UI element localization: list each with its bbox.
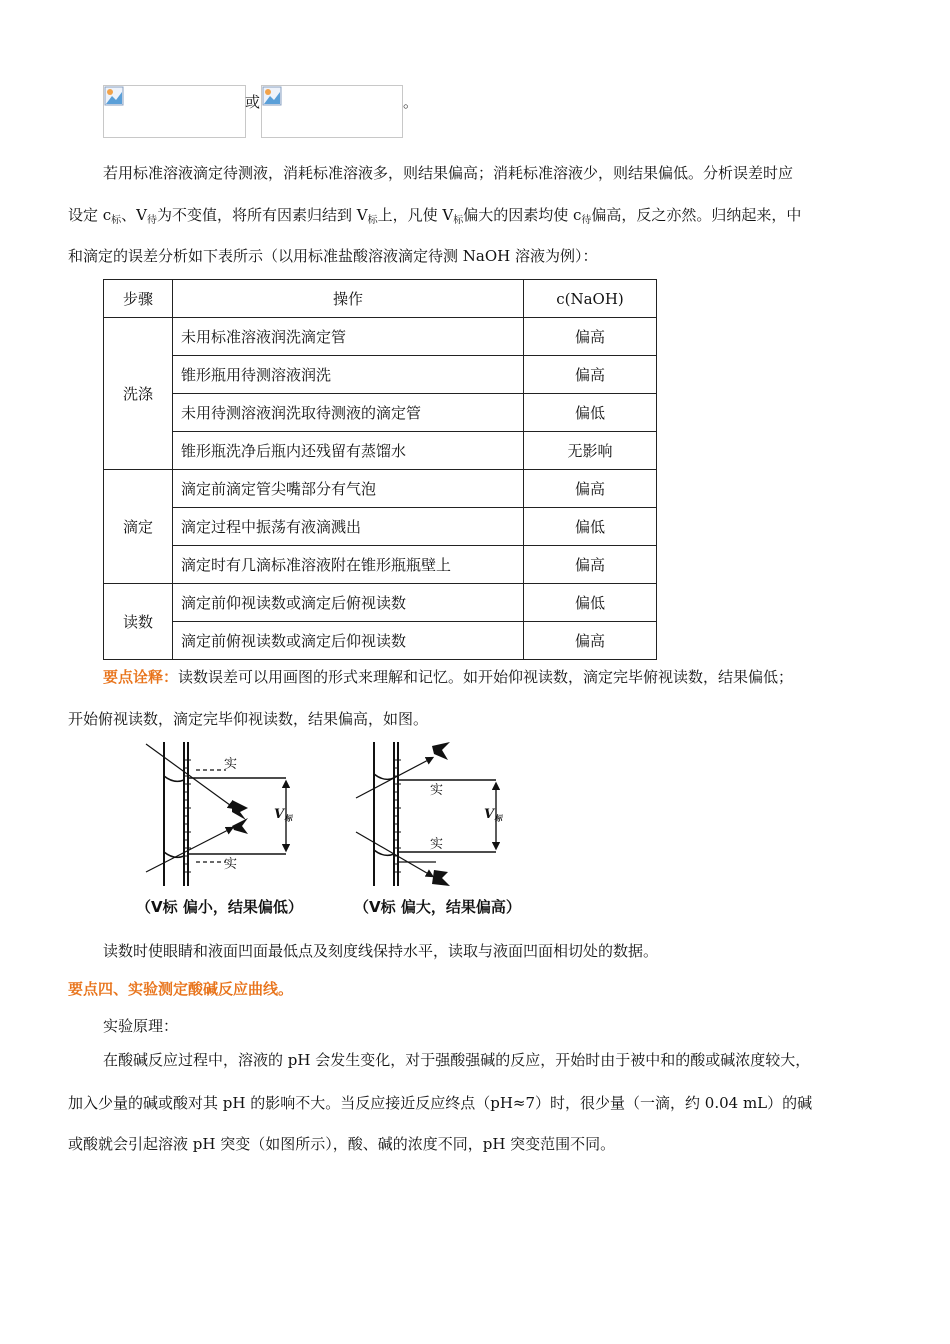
principle-label: 实验原理： (103, 1017, 179, 1035)
note-line2: 开始俯视读数，滴定完毕仰视读数，结果偏高，如图。 (68, 710, 429, 728)
result-cell: 偏高 (524, 546, 657, 584)
right-v-label: $V_标$ (484, 807, 503, 823)
operation-cell: 滴定前滴定管尖嘴部分有气泡 (173, 470, 524, 508)
eye-icon (432, 742, 450, 760)
note-label: 要点诠释： (103, 668, 179, 686)
eye-icon (432, 870, 450, 886)
table-row (104, 356, 657, 394)
header-step: 步骤 (104, 280, 173, 318)
right-diagram (356, 742, 496, 886)
error-analysis-table (103, 279, 657, 660)
result-cell: 偏低 (524, 394, 657, 432)
operation-cell: 滴定前俯视读数或滴定后仰视读数 (173, 622, 524, 660)
reading-note: 读数时使眼睛和液面凹面最低点及刻度线保持水平，读取与液面凹面相切处的数据。 (103, 942, 659, 960)
left-v-label: $V_标$ (274, 807, 293, 823)
image-placeholder-2 (261, 85, 403, 138)
para1-line1: 若用标准溶液滴定待测液，消耗标准溶液多，则结果偏高；消耗标准溶液少，则结果偏低。分析误差时应 (103, 164, 794, 182)
operation-cell: 锥形瓶洗净后瓶内还残留有蒸馏水 (173, 432, 524, 470)
operation-cell: 滴定过程中振荡有液滴溅出 (173, 508, 524, 546)
table-row (104, 470, 657, 508)
header-operation: 操作 (173, 280, 524, 318)
result-cell: 偏高 (524, 470, 657, 508)
section4-heading: 要点四、实验测定酸碱反应曲线。 (68, 980, 294, 998)
operation-cell: 锥形瓶用待测溶液润洗 (173, 356, 524, 394)
table-row (104, 432, 657, 470)
section4-line3: 或酸就会引起溶液 pH 突变（如图所示），酸、碱的浓度不同，pH 突变范围不同。 (68, 1135, 616, 1153)
para1-line3: 和滴定的误差分析如下表所示（以用标准盐酸溶液滴定待测 NaOH 溶液为例）： (68, 247, 598, 265)
step-cell: 洗涤 (104, 318, 173, 470)
table-row (104, 546, 657, 584)
header-result: c(NaOH) (524, 280, 657, 318)
section4-line1: 在酸碱反应过程中，溶液的 pH 会发生变化，对于强酸强碱的反应，开始时由于被中和的酸或碱浓度较大， (103, 1051, 811, 1069)
para1-line2: 设定 $c_标$、$V_待$为不变值，将所有因素归结到 $V_标$上，凡使 $V_标$偏大的因素均使 $c_待$偏高，反之亦然。归纳起来，中 (68, 206, 802, 226)
broken-image-icon (262, 86, 282, 106)
result-cell: 偏高 (524, 356, 657, 394)
burette-reading-figure (136, 738, 536, 920)
table-row (104, 508, 657, 546)
result-cell: 偏高 (524, 318, 657, 356)
note-line1: 要点诠释：读数误差可以用画图的形式来理解和记忆。如开始仰视读数，滴定完毕俯视读数，结果偏低； (103, 668, 794, 686)
table-row (104, 622, 657, 660)
operation-cell: 滴定前仰视读数或滴定后俯视读数 (173, 584, 524, 622)
right-label-bottom: 实 (430, 837, 444, 852)
table-row (104, 318, 657, 356)
table-row (104, 584, 657, 622)
right-caption: （V标 偏大，结果偏高） (354, 898, 521, 916)
table-row (104, 394, 657, 432)
left-caption: （V标 偏小，结果偏低） (136, 898, 303, 916)
left-label-bottom: 实 (224, 857, 238, 872)
step-cell: 滴定 (104, 470, 173, 584)
left-diagram (146, 742, 286, 886)
operation-cell: 未用待测溶液润洗取待测液的滴定管 (173, 394, 524, 432)
right-label-top: 实 (430, 783, 444, 798)
operation-cell: 未用标准溶液润洗滴定管 (173, 318, 524, 356)
step-cell: 读数 (104, 584, 173, 660)
section4-line2: 加入少量的碱或酸对其 pH 的影响不大。当反应接近反应终点（pH≈7）时，很少量（一滴，约 0.04 mL）的碱 (68, 1094, 813, 1112)
broken-image-icon (104, 86, 124, 106)
eye-icon (232, 800, 248, 820)
eye-icon (232, 818, 248, 834)
left-label-top: 实 (224, 757, 238, 772)
operation-cell: 滴定时有几滴标准溶液附在锥形瓶瓶壁上 (173, 546, 524, 584)
result-cell: 无影响 (524, 432, 657, 470)
separator-text: 或 (245, 93, 261, 111)
result-cell: 偏低 (524, 584, 657, 622)
end-mark-text: 。 (403, 93, 419, 111)
result-cell: 偏低 (524, 508, 657, 546)
result-cell: 偏高 (524, 622, 657, 660)
table-header-row (104, 280, 657, 318)
image-placeholder-1 (103, 85, 246, 138)
